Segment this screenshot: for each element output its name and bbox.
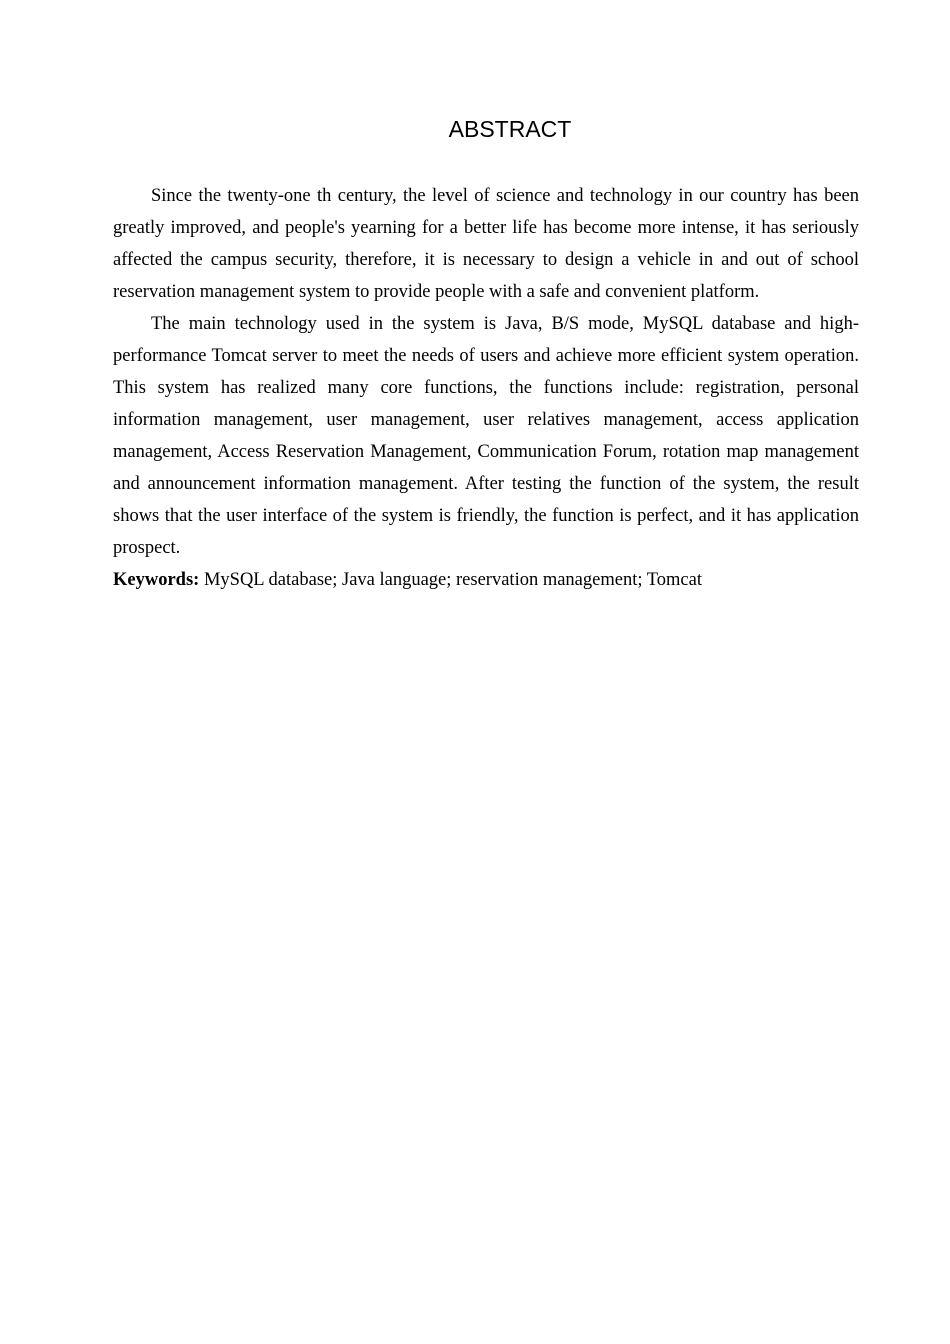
keywords-line <box>113 564 859 596</box>
abstract-title: ABSTRACT <box>448 116 572 142</box>
keywords-label: Keywords: <box>113 570 200 590</box>
keywords-text: MySQL database; Java language; reservation management; Tomcat <box>203 570 702 590</box>
abstract-paragraph-2: The main technology used in the system is Java, B/S mode, MySQL database and high-performance Tomcat server to meet the needs of users and achieve more efficient system operation. This system has realized many core functions, the functions include: registration, personal information management, user management, user relatives management, access application management, Access Reservation Management, Communication Forum, rotation map management and announcement information management. After testing the function of the system, the result shows that the user interface of the system is friendly, the function is perfect, and it has application prospect. <box>113 314 859 558</box>
abstract-paragraph-1: Since the twenty-one th century, the level of science and technology in our country has been greatly improved, and people's yearning for a better life has become more intense, it has seriously affected the campus security, therefore, it is necessary to design a vehicle in and out of school reservation management system to provide people with a safe and convenient platform. <box>113 186 859 302</box>
abstract-body <box>113 180 859 596</box>
